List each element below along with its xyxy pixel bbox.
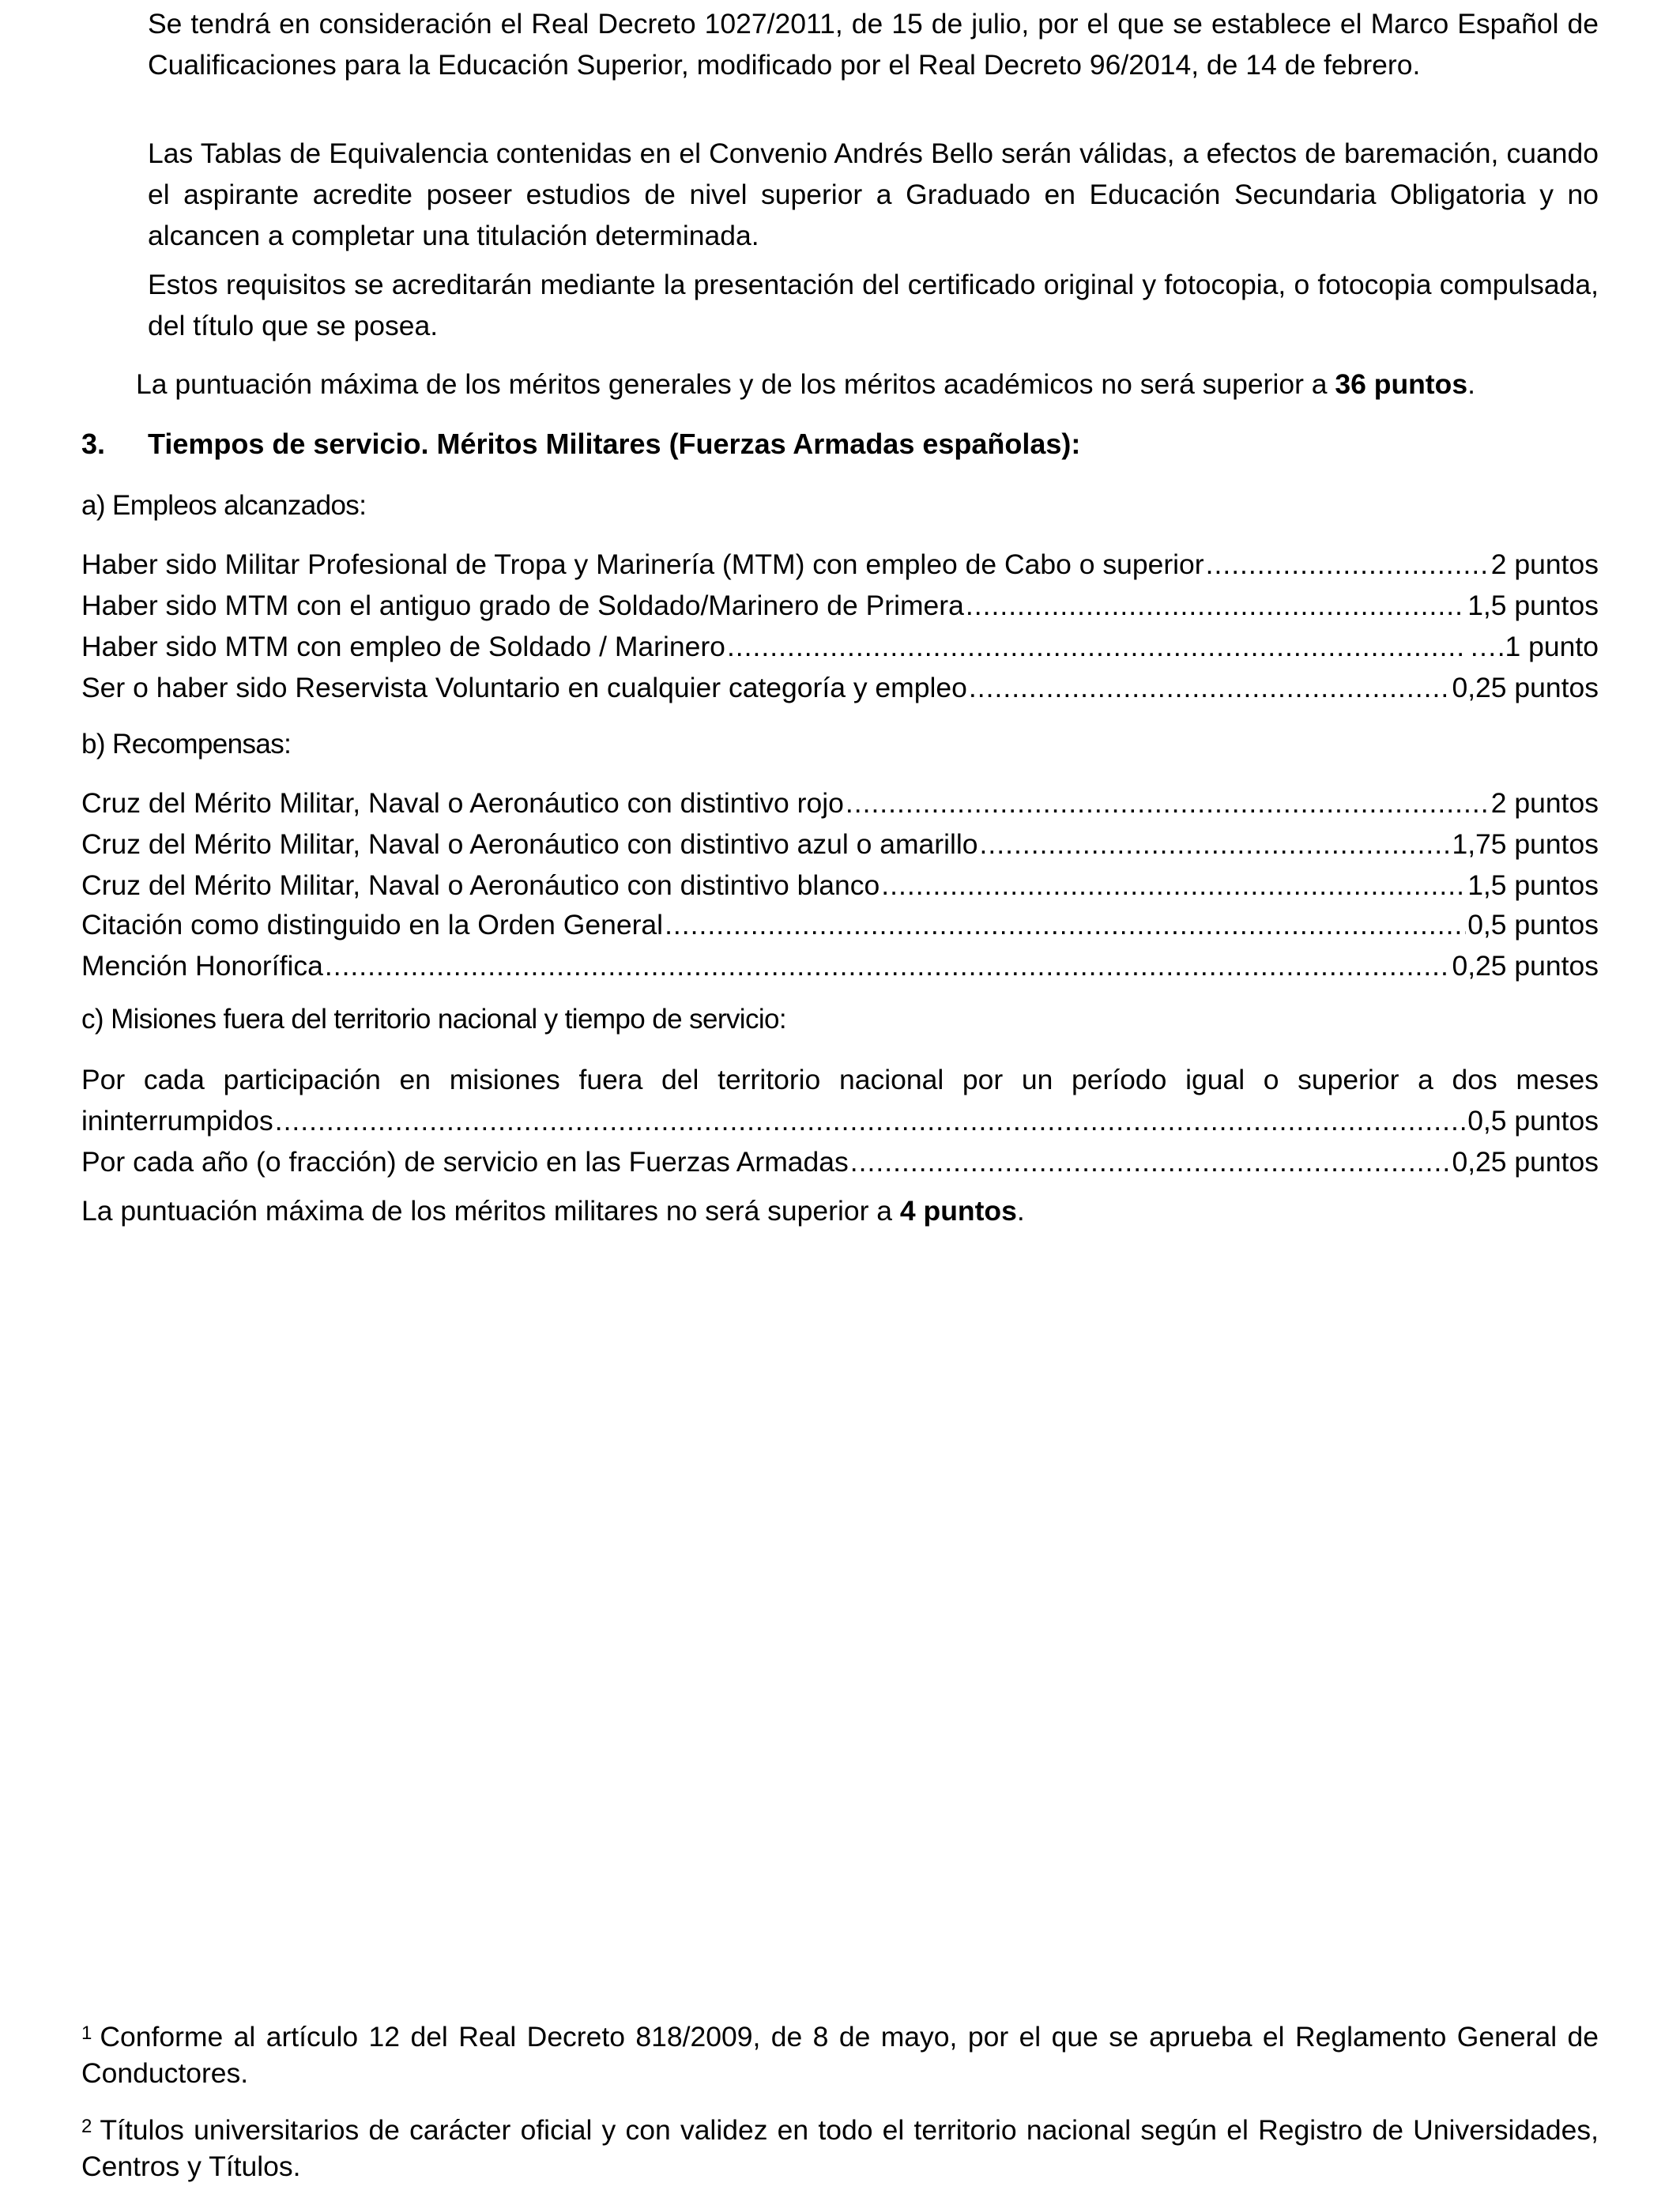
merit-row: ininterrumpidos ..... 0,5 puntos: [81, 1100, 1599, 1141]
merit-row: Por cada año (o fracción) de servicio en las Fuerzas Armadas ..... 0,25 puntos: [81, 1141, 1599, 1182]
merit-row: Haber sido Militar Profesional de Tropa y Marinería (MTM) con empleo de Cabo o superior ..... 2 puntos: [81, 544, 1599, 585]
merit-row: Cruz del Mérito Militar, Naval o Aeronáutico con distintivo blanco ..... 1,5 puntos: [81, 865, 1599, 906]
subheading-recompensas: b) Recompensas:: [81, 729, 292, 760]
merit-row: Mención Honorífica ..... 0,25 puntos: [81, 945, 1599, 986]
footnote-1: $^1$ Conforme al artículo 12 del Real Decreto 818/2009, de 8 de mayo, por el que se aprueba el Reglamento General de Conductores.: [81, 2021, 1599, 2089]
merit-row: Haber sido MTM con el antiguo grado de Soldado/Marinero de Primera ..... 1,5 puntos: [81, 585, 1599, 626]
merit-row: Cruz del Mérito Militar, Naval o Aeronáutico con distintivo azul o amarillo ..... 1,75 puntos: [81, 824, 1599, 865]
section-3-heading: 3. Tiempos de servicio. Méritos Militares (Fuerzas Armadas españolas):: [81, 428, 1081, 460]
merit-row: Cruz del Mérito Militar, Naval o Aeronáutico con distintivo rojo ..... 2 puntos: [81, 782, 1599, 824]
max-score-military: La puntuación máxima de los méritos militares no será superior a 4 puntos.: [81, 1195, 1025, 1227]
paragraph-convenio-andres-bello: Las Tablas de Equivalencia contenidas en el Convenio Andrés Bello serán válidas, a efectos de baremación, cuando el aspirante acredite poseer estudios de nivel superior a Graduado en Educación Secundaria Obligatoria y no alcancen a completar una titulación determinada.: [148, 138, 1599, 251]
subheading-misiones: c) Misiones fuera del territorio nacional y tiempo de servicio:: [81, 1004, 787, 1035]
merit-row: Citación como distinguido en la Orden General ..... 0,5 puntos: [81, 904, 1599, 945]
paragraph-acreditacion: Estos requisitos se acreditarán mediante la presentación del certificado original y fotocopia, o fotocopia compulsada, del título que se posea.: [148, 269, 1599, 341]
max-score-general-academic: La puntuación máxima de los méritos generales y de los méritos académicos no será superior a 36 puntos.: [136, 368, 1475, 400]
merit-row: Haber sido MTM con empleo de Soldado / Marinero ..... ….1 punto: [81, 626, 1599, 667]
merit-misiones-line1: Por cada participación en misiones fuera del territorio nacional por un período igual o superior a dos meses: [81, 1064, 1599, 1095]
merit-row: Ser o haber sido Reservista Voluntario en cualquier categoría y empleo ..... 0,25 puntos: [81, 667, 1599, 708]
subheading-empleos: a) Empleos alcanzados:: [81, 490, 367, 521]
footnote-2: $^2$ Títulos universitarios de carácter oficial y con validez en todo el territorio nacional según el Registro de Universidades, Centros y Títulos.: [81, 2114, 1599, 2182]
paragraph-marco-espanol: Se tendrá en consideración el Real Decreto 1027/2011, de 15 de julio, por el que se establece el Marco Español de Cualificaciones para la Educación Superior, modificado por el Real Decreto 96/2014, de 14 de febrero.: [148, 8, 1599, 81]
